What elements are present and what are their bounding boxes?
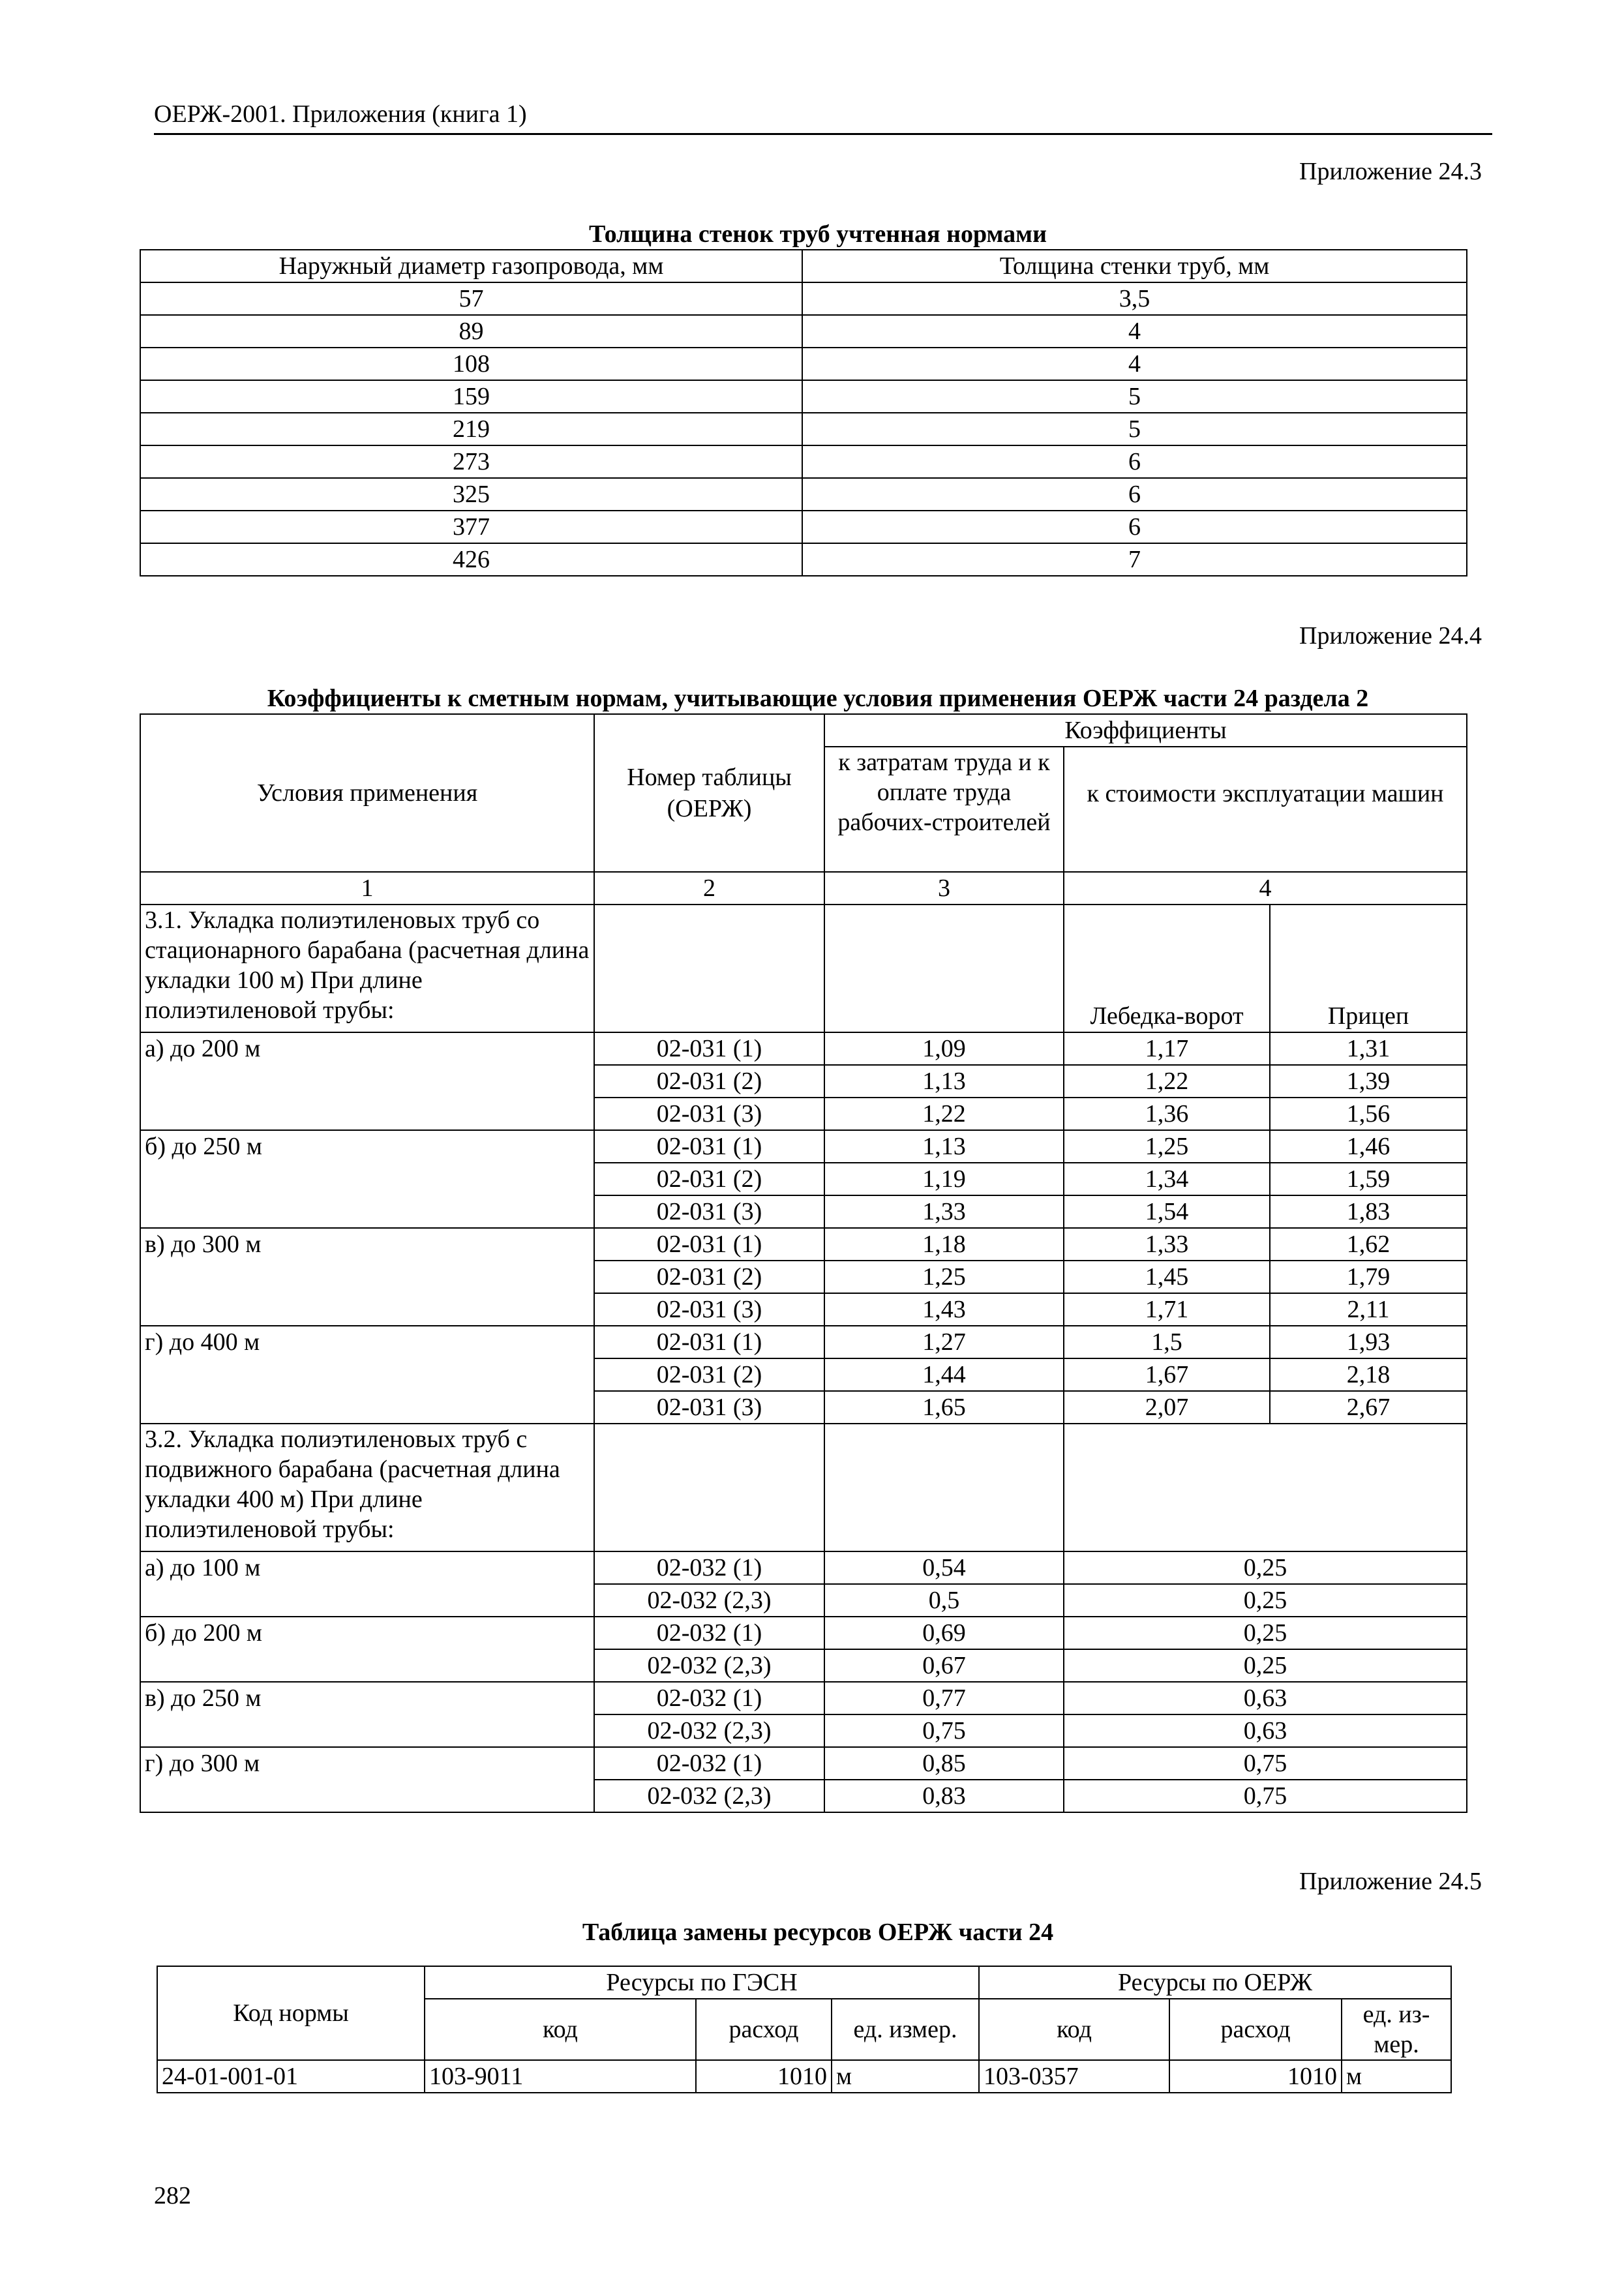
row-label: б) до 250 м	[140, 1130, 594, 1228]
column-header-machines: к стоимости эксплуатации машин	[1064, 747, 1467, 872]
table-cell: 2,18	[1270, 1358, 1467, 1391]
table-cell: 426	[140, 543, 802, 576]
appendix-label: Приложение 24.3	[1299, 158, 1482, 185]
table-cell: 4	[802, 348, 1467, 380]
column-header: Наружный диаметр газопровода, мм	[140, 250, 802, 282]
column-header-coefficients: Коэффициенты	[824, 714, 1467, 747]
table-cell: 1,54	[1064, 1195, 1270, 1228]
column-header-amount: расход	[696, 1999, 832, 2060]
table-row	[140, 348, 1467, 380]
column-header-conditions: Условия применения	[140, 714, 594, 872]
table-cell: 219	[140, 413, 802, 445]
running-header: ОЕРЖ-2001. Приложения (книга 1)	[154, 98, 1492, 135]
table-cell: 1,39	[1270, 1065, 1467, 1098]
table-cell: 02-031 (2)	[594, 1163, 824, 1195]
column-header-unit: ед. из-мер.	[1342, 1999, 1451, 2060]
table-cell: 02-031 (3)	[594, 1195, 824, 1228]
table-cell: 6	[802, 511, 1467, 543]
table-row	[140, 1682, 1467, 1714]
table-cell: 02-031 (1)	[594, 1228, 824, 1261]
table-cell: 02-031 (3)	[594, 1293, 824, 1326]
table-row	[140, 1032, 1467, 1065]
column-header-amount: расход	[1169, 1999, 1342, 2060]
table-row	[140, 445, 1467, 478]
section-row	[140, 1424, 1467, 1551]
table-row	[157, 2060, 1451, 2093]
table-cell: 1,25	[824, 1261, 1064, 1293]
table-cell: 2,67	[1270, 1391, 1467, 1424]
table-cell: 24-01-001-01	[157, 2060, 425, 2093]
table-cell: 1,34	[1064, 1163, 1270, 1195]
table-cell: 02-031 (2)	[594, 1065, 824, 1098]
table-row	[140, 315, 1467, 348]
column-header: Толщина стенки труб, мм	[802, 250, 1467, 282]
table-cell: 1010	[1169, 2060, 1342, 2093]
table-cell: 0,77	[824, 1682, 1064, 1714]
table-cell: 1,27	[824, 1326, 1064, 1358]
table-cell: 02-031 (2)	[594, 1358, 824, 1391]
table-cell: 377	[140, 511, 802, 543]
table-cell: 103-0357	[979, 2060, 1169, 2093]
table-cell: 1,83	[1270, 1195, 1467, 1228]
table-cell: 0,25	[1064, 1584, 1467, 1617]
column-number: 3	[824, 872, 1064, 905]
table-cell: 0,25	[1064, 1617, 1467, 1649]
column-header-code: код	[979, 1999, 1169, 2060]
table-cell: 2,11	[1270, 1293, 1467, 1326]
table-cell: 02-032 (2,3)	[594, 1649, 824, 1682]
table-cell: 1,09	[824, 1032, 1064, 1065]
table-cell: 1,22	[1064, 1065, 1270, 1098]
table-cell: 1,13	[824, 1130, 1064, 1163]
table-title: Толщина стенок труб учтенная нормами	[589, 220, 1047, 248]
table-cell: 325	[140, 478, 802, 511]
table-cell: 1,59	[1270, 1163, 1467, 1195]
table-cell: 89	[140, 315, 802, 348]
table-cell: 02-031 (2)	[594, 1261, 824, 1293]
row-label: в) до 300 м	[140, 1228, 594, 1326]
table-row	[140, 1130, 1467, 1163]
appendix-label: Приложение 24.5	[1299, 1868, 1482, 1895]
table-cell: 0,67	[824, 1649, 1064, 1682]
table-row	[140, 282, 1467, 315]
table-row	[140, 543, 1467, 576]
row-label: а) до 100 м	[140, 1551, 594, 1617]
table-cell: 0,25	[1064, 1649, 1467, 1682]
table-cell: 0,75	[1064, 1747, 1467, 1780]
row-label: в) до 250 м	[140, 1682, 594, 1747]
row-label: г) до 400 м	[140, 1326, 594, 1424]
page-number: 282	[154, 2182, 191, 2209]
table-row	[140, 1551, 1467, 1584]
table-title: Коэффициенты к сметным нормам, учитывающие условия применения ОЕРЖ части 24 раздела 2	[267, 685, 1369, 712]
table-cell: 02-032 (1)	[594, 1551, 824, 1584]
table-cell: 1,46	[1270, 1130, 1467, 1163]
table-cell: 4	[802, 315, 1467, 348]
table-cell: 0,83	[824, 1780, 1064, 1812]
table-cell: 1,33	[1064, 1228, 1270, 1261]
table-cell: 273	[140, 445, 802, 478]
table-cell: 1,71	[1064, 1293, 1270, 1326]
column-header-labor: к затратам труда и к оплате труда рабочих-строителей	[824, 747, 1064, 872]
section-title: 3.2. Укладка полиэтиленовых труб с подвижного барабана (расчетная длина укладки 400 м) При длине полиэтиленовой трубы:	[140, 1424, 594, 1551]
table-cell: 02-032 (1)	[594, 1747, 824, 1780]
table-cell: 1,22	[824, 1098, 1064, 1130]
table-cell: 0,63	[1064, 1682, 1467, 1714]
table-cell: 6	[802, 445, 1467, 478]
column-number: 1	[140, 872, 594, 905]
column-header-norm-code: Код нормы	[157, 1966, 425, 2060]
table-cell: 0,75	[1064, 1780, 1467, 1812]
table-cell: 1,19	[824, 1163, 1064, 1195]
table-cell: 1,56	[1270, 1098, 1467, 1130]
table-cell: 1,33	[824, 1195, 1064, 1228]
table-cell: 1,18	[824, 1228, 1064, 1261]
table-title: Таблица замены ресурсов ОЕРЖ части 24	[582, 1919, 1054, 1946]
table-cell: 02-032 (1)	[594, 1682, 824, 1714]
coefficients-table	[140, 713, 1467, 1813]
table-cell: 02-031 (1)	[594, 1032, 824, 1065]
table-cell: 02-032 (1)	[594, 1617, 824, 1649]
table-cell: 108	[140, 348, 802, 380]
column-group-gesn: Ресурсы по ГЭСН	[425, 1966, 979, 1999]
table-cell: м	[832, 2060, 979, 2093]
table-cell: 1,44	[824, 1358, 1064, 1391]
resource-replacement-table	[157, 1966, 1452, 2093]
row-label: г) до 300 м	[140, 1747, 594, 1812]
table-cell: 1,13	[824, 1065, 1064, 1098]
table-cell: 1,31	[1270, 1032, 1467, 1065]
table-header-row	[140, 250, 1467, 282]
table-cell: 1,36	[1064, 1098, 1270, 1130]
row-label: а) до 200 м	[140, 1032, 594, 1130]
table-cell: 1,67	[1064, 1358, 1270, 1391]
table-cell: м	[1342, 2060, 1451, 2093]
table-cell: 02-032 (2,3)	[594, 1584, 824, 1617]
table-cell: 0,63	[1064, 1714, 1467, 1747]
table-cell: 02-031 (1)	[594, 1326, 824, 1358]
table-cell: 103-9011	[425, 2060, 696, 2093]
table-cell: 1,65	[824, 1391, 1064, 1424]
table-cell: 02-031 (3)	[594, 1391, 824, 1424]
table-cell: 0,54	[824, 1551, 1064, 1584]
wall-thickness-table	[140, 249, 1467, 576]
table-row	[140, 1326, 1467, 1358]
machine-header-trailer: Прицеп	[1270, 905, 1467, 1032]
row-label: б) до 200 м	[140, 1617, 594, 1682]
table-cell: 5	[802, 413, 1467, 445]
table-cell: 0,5	[824, 1584, 1064, 1617]
column-header-table-number: Номер таблицы (ОЕРЖ)	[594, 714, 824, 872]
table-row	[140, 1747, 1467, 1780]
section-title: 3.1. Укладка полиэтиленовых труб со стационарного барабана (расчетная длина укладки 100 м) При длине полиэтиленовой трубы:	[140, 905, 594, 1032]
column-group-oerzh: Ресурсы по ОЕРЖ	[979, 1966, 1451, 1999]
table-cell: 0,75	[824, 1714, 1064, 1747]
table-cell: 0,85	[824, 1747, 1064, 1780]
table-cell: 57	[140, 282, 802, 315]
table-row	[140, 478, 1467, 511]
machine-header-winch: Лебедка-ворот	[1064, 905, 1270, 1032]
appendix-label: Приложение 24.4	[1299, 622, 1482, 650]
table-cell: 02-032 (2,3)	[594, 1780, 824, 1812]
table-cell: 3,5	[802, 282, 1467, 315]
table-cell: 1,43	[824, 1293, 1064, 1326]
table-cell: 5	[802, 380, 1467, 413]
table-cell: 1,25	[1064, 1130, 1270, 1163]
column-header-unit: ед. измер.	[832, 1999, 979, 2060]
table-cell: 1,5	[1064, 1326, 1270, 1358]
table-cell: 02-031 (3)	[594, 1098, 824, 1130]
table-cell: 1,17	[1064, 1032, 1270, 1065]
table-cell: 159	[140, 380, 802, 413]
table-row	[140, 380, 1467, 413]
column-number: 2	[594, 872, 824, 905]
table-row	[140, 511, 1467, 543]
table-cell: 1,45	[1064, 1261, 1270, 1293]
table-cell: 02-031 (1)	[594, 1130, 824, 1163]
table-cell: 1,62	[1270, 1228, 1467, 1261]
table-row	[140, 413, 1467, 445]
table-cell: 02-032 (2,3)	[594, 1714, 824, 1747]
table-row	[140, 1228, 1467, 1261]
table-cell: 1010	[696, 2060, 832, 2093]
table-cell: 6	[802, 478, 1467, 511]
table-row	[140, 1617, 1467, 1649]
table-cell: 0,69	[824, 1617, 1064, 1649]
table-cell: 0,25	[1064, 1551, 1467, 1584]
table-cell: 2,07	[1064, 1391, 1270, 1424]
column-header-code: код	[425, 1999, 696, 2060]
table-cell: 1,93	[1270, 1326, 1467, 1358]
table-cell: 1,79	[1270, 1261, 1467, 1293]
table-cell: 7	[802, 543, 1467, 576]
column-number: 4	[1064, 872, 1467, 905]
